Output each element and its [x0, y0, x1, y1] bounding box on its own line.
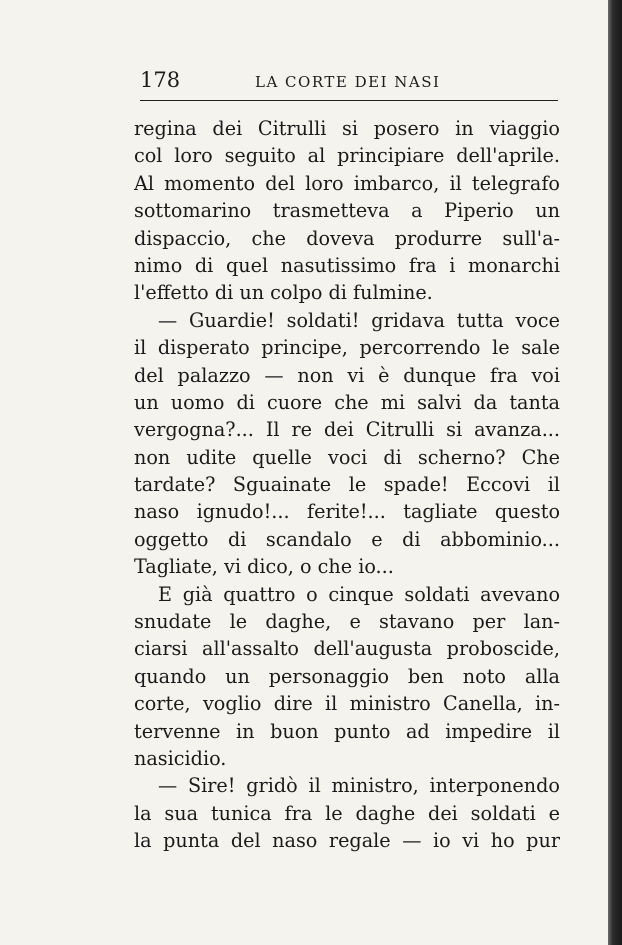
text-line: tardate? Sguainate le spade! Eccovi il — [134, 473, 560, 497]
text-line: vergogna?... Il re dei Citrulli si avanza... — [134, 418, 560, 442]
text-line: — Guardie! soldati! gridava tutta voce — [158, 308, 560, 332]
text-line: nasicidio. — [134, 746, 227, 770]
page-number: 178 — [140, 68, 181, 92]
text-line: E già quattro o cinque soldati avevano — [158, 582, 560, 606]
text-line: snudate le daghe, e stavano per lan- — [134, 610, 560, 634]
text-line: dispaccio, che doveva produrre sull'a- — [134, 226, 560, 250]
running-title: LA CORTE DEI NASI — [255, 73, 441, 91]
text-line: quando un personaggio ben noto alla — [134, 664, 560, 688]
page-binding-edge — [608, 0, 622, 945]
text-line: la punta del naso regale — io vi ho pur — [134, 829, 560, 853]
text-line: non udite quelle voci di scherno? Che — [134, 445, 560, 469]
text-line: un uomo di cuore che mi salvi da tanta — [134, 390, 560, 414]
text-line: corte, voglio dire il ministro Canella, in- — [134, 692, 560, 716]
text-line: sottomarino trasmetteva a Piperio un — [134, 199, 560, 223]
text-line: Tagliate, vi dico, o che io... — [134, 555, 394, 579]
text-line: regina dei Citrulli si posero in viaggio — [134, 117, 560, 140]
text-line: tervenne in buon punto ad impedire il — [134, 719, 560, 743]
text-line: — Sire! gridò il ministro, interponendo — [158, 774, 560, 798]
text-line: il disperato principe, percorrendo le sale — [134, 336, 560, 360]
text-line: ciarsi all'assalto dell'augusta proboscide, — [134, 637, 560, 661]
text-line: la sua tunica fra le daghe dei soldati e — [134, 801, 560, 825]
text-line: oggetto di scandalo e di abbominio... — [134, 527, 560, 551]
text-line: l'effetto di un colpo di fulmine. — [134, 281, 433, 305]
text-line: nimo di quel nasutissimo fra i monarchi — [134, 253, 560, 277]
text-line: del palazzo — non vi è dunque fra voi — [134, 363, 560, 387]
text-line: col loro seguito al principiare dell'aprile. — [134, 144, 560, 168]
page-header — [140, 66, 558, 101]
body-text — [134, 115, 560, 855]
text-line: naso ignudo!... ferite!... tagliate questo — [134, 500, 560, 524]
text-line: Al momento del loro imbarco, il telegrafo — [134, 171, 560, 195]
